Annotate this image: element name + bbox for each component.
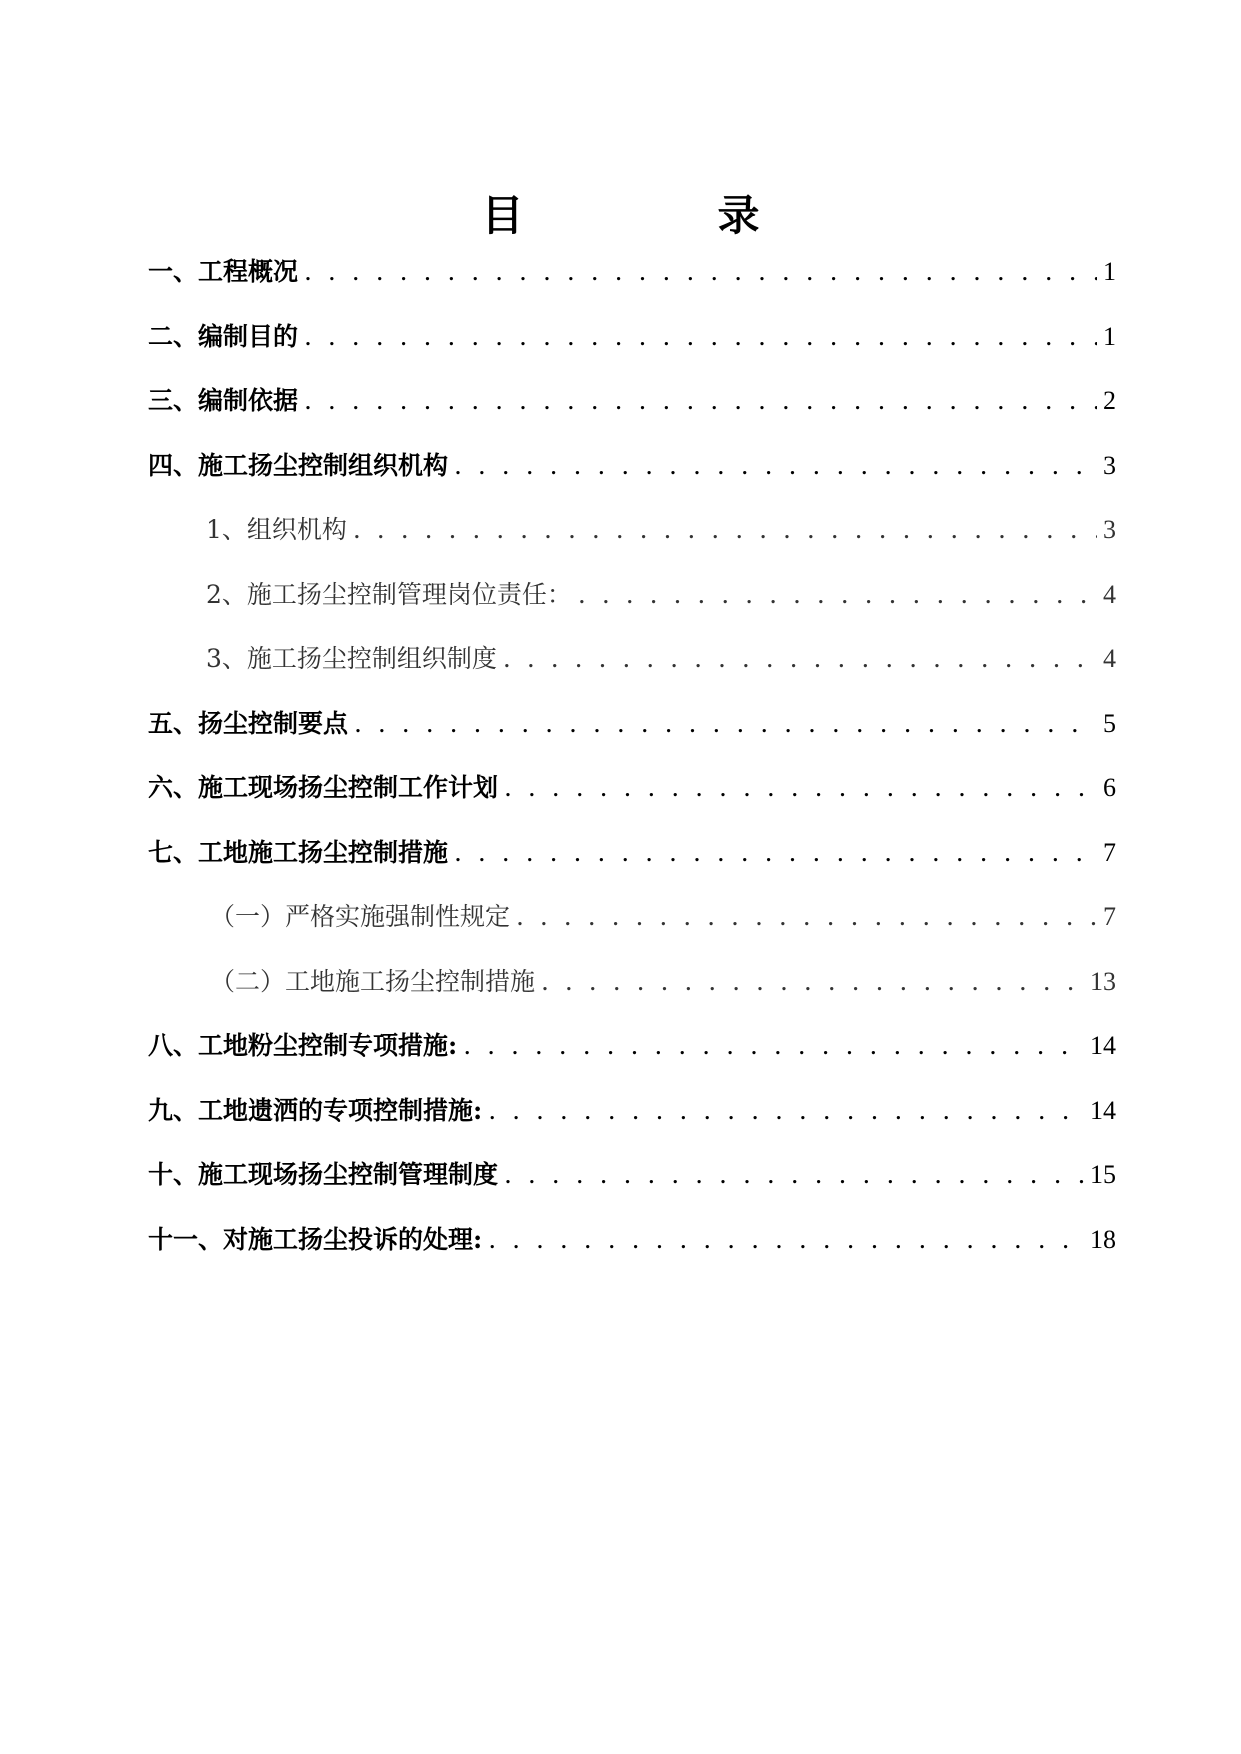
toc-dot-leader [578, 578, 1097, 612]
toc-subentry-7-2[interactable] [148, 965, 1116, 1030]
toc-dot-leader [488, 1223, 1084, 1257]
toc-title: 目 录 [481, 191, 836, 240]
toc-entry-1[interactable] [148, 255, 1116, 320]
toc-dot-leader [503, 642, 1097, 676]
toc-dot-leader [488, 1094, 1084, 1128]
toc-page-number: 5 [1103, 708, 1116, 738]
toc-entry-8[interactable] [148, 1029, 1116, 1094]
toc-entry-10[interactable] [148, 1158, 1116, 1223]
toc-subentry-4-2[interactable] [148, 578, 1116, 643]
toc-subentry-4-3[interactable] [148, 642, 1116, 707]
toc-entry-label: （一）严格实施强制性规定 [210, 902, 511, 931]
toc-dot-leader [504, 771, 1097, 805]
toc-entry-label: 四、施工扬尘控制组织机构 [148, 450, 449, 480]
toc-page-number: 3 [1103, 450, 1116, 480]
toc-entry-label: 十、施工现场扬尘控制管理制度 [148, 1160, 499, 1189]
toc-entry-label: 3、施工扬尘控制组织制度 [206, 644, 497, 673]
toc-entry-2[interactable] [148, 320, 1116, 385]
toc-dot-leader [353, 513, 1097, 547]
toc-entry-11[interactable] [148, 1223, 1116, 1288]
toc-entry-label: 三、编制依据 [148, 386, 299, 415]
toc-entry-label: （二）工地施工扬尘控制措施 [210, 966, 536, 996]
toc-entry-label: 2、施工扬尘控制管理岗位责任： [206, 579, 572, 609]
toc-entry-label: 二、编制目的 [148, 321, 299, 351]
toc-page-number: 13 [1090, 966, 1116, 996]
toc-dot-leader [541, 965, 1084, 999]
toc-page-number: 14 [1090, 1031, 1116, 1060]
toc-entry-9[interactable] [148, 1094, 1116, 1159]
toc-page-number: 6 [1103, 773, 1116, 802]
toc-page-number: 18 [1090, 1224, 1116, 1254]
toc-entry-label: 五、扬尘控制要点 [148, 708, 349, 738]
toc-entry-3[interactable] [148, 384, 1116, 449]
toc-dot-leader [516, 900, 1097, 934]
toc-dot-leader [304, 255, 1097, 289]
toc-entry-5[interactable] [148, 707, 1116, 772]
toc-page-number: 7 [1103, 902, 1116, 931]
toc-dot-leader [304, 320, 1097, 354]
toc-page-number: 7 [1103, 837, 1116, 867]
toc-page-number: 2 [1103, 386, 1116, 415]
toc-subentry-4-1[interactable] [148, 513, 1116, 578]
toc-entry-label: 七、工地施工扬尘控制措施 [148, 837, 449, 867]
toc-dot-leader [504, 1158, 1084, 1192]
toc-entry-label: 九、工地遗洒的专项控制措施: [148, 1095, 483, 1125]
toc-page-number: 1 [1103, 257, 1116, 286]
toc-entry-7[interactable] [148, 836, 1116, 901]
toc-page-number: 4 [1103, 644, 1116, 673]
toc-entry-label: 八、工地粉尘控制专项措施: [148, 1031, 458, 1060]
toc-page-number: 4 [1103, 579, 1116, 609]
toc-page-number: 1 [1103, 321, 1116, 351]
toc-page-number: 15 [1090, 1160, 1116, 1189]
toc-page-number: 3 [1103, 515, 1116, 544]
toc-dot-leader [454, 449, 1097, 483]
toc-page-number: 14 [1090, 1095, 1116, 1125]
toc-entry-4[interactable] [148, 449, 1116, 514]
toc-dot-leader [354, 707, 1097, 741]
toc-entry-6[interactable] [148, 771, 1116, 836]
toc-dot-leader [304, 384, 1097, 418]
toc-entry-label: 六、施工现场扬尘控制工作计划 [148, 773, 499, 802]
toc-entry-label: 一、工程概况 [148, 257, 299, 286]
table-of-contents [148, 255, 1116, 1287]
toc-dot-leader [454, 836, 1097, 870]
toc-subentry-7-1[interactable] [148, 900, 1116, 965]
toc-dot-leader [463, 1029, 1084, 1063]
toc-entry-label: 1、组织机构 [206, 515, 347, 544]
toc-entry-label: 十一、对施工扬尘投诉的处理: [148, 1224, 483, 1254]
